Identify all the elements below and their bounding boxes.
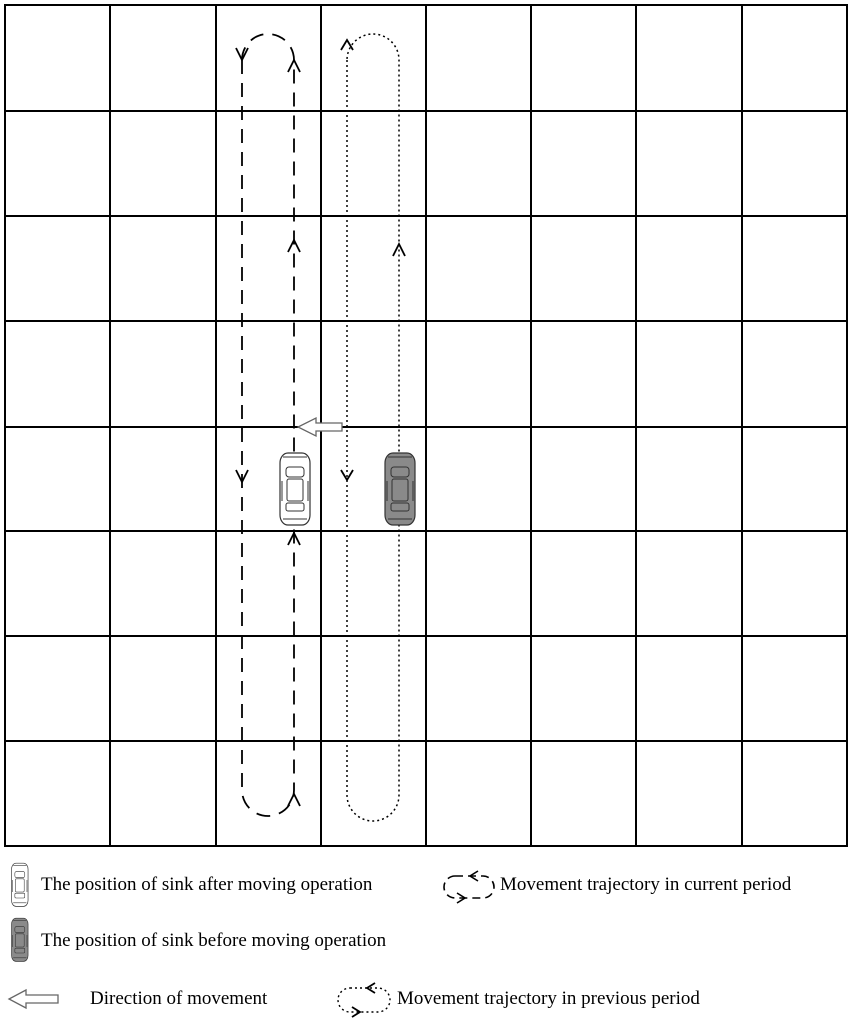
sink-after-car-icon — [280, 453, 310, 525]
legend-dashed-loop-icon — [444, 871, 494, 903]
previous-trajectory-arrows — [341, 40, 405, 480]
legend-current-trajectory-label: Movement trajectory in current period — [500, 874, 792, 895]
legend-car-gray-icon — [12, 918, 29, 961]
legend-after-moving-label: The position of sink after moving operation — [41, 874, 373, 895]
legend-previous-trajectory-label: Movement trajectory in previous period — [397, 988, 700, 1009]
legend-dotted-loop-icon — [338, 983, 390, 1017]
sink-before-car-icon — [385, 453, 415, 525]
legend-car-white-icon — [12, 863, 29, 906]
legend-before-moving-label: The position of sink before moving operation — [41, 930, 387, 951]
grid — [5, 5, 847, 846]
current-trajectory — [242, 34, 294, 816]
legend-hollow-arrow-icon — [9, 990, 58, 1008]
legend-direction-label: Direction of movement — [90, 988, 268, 1009]
